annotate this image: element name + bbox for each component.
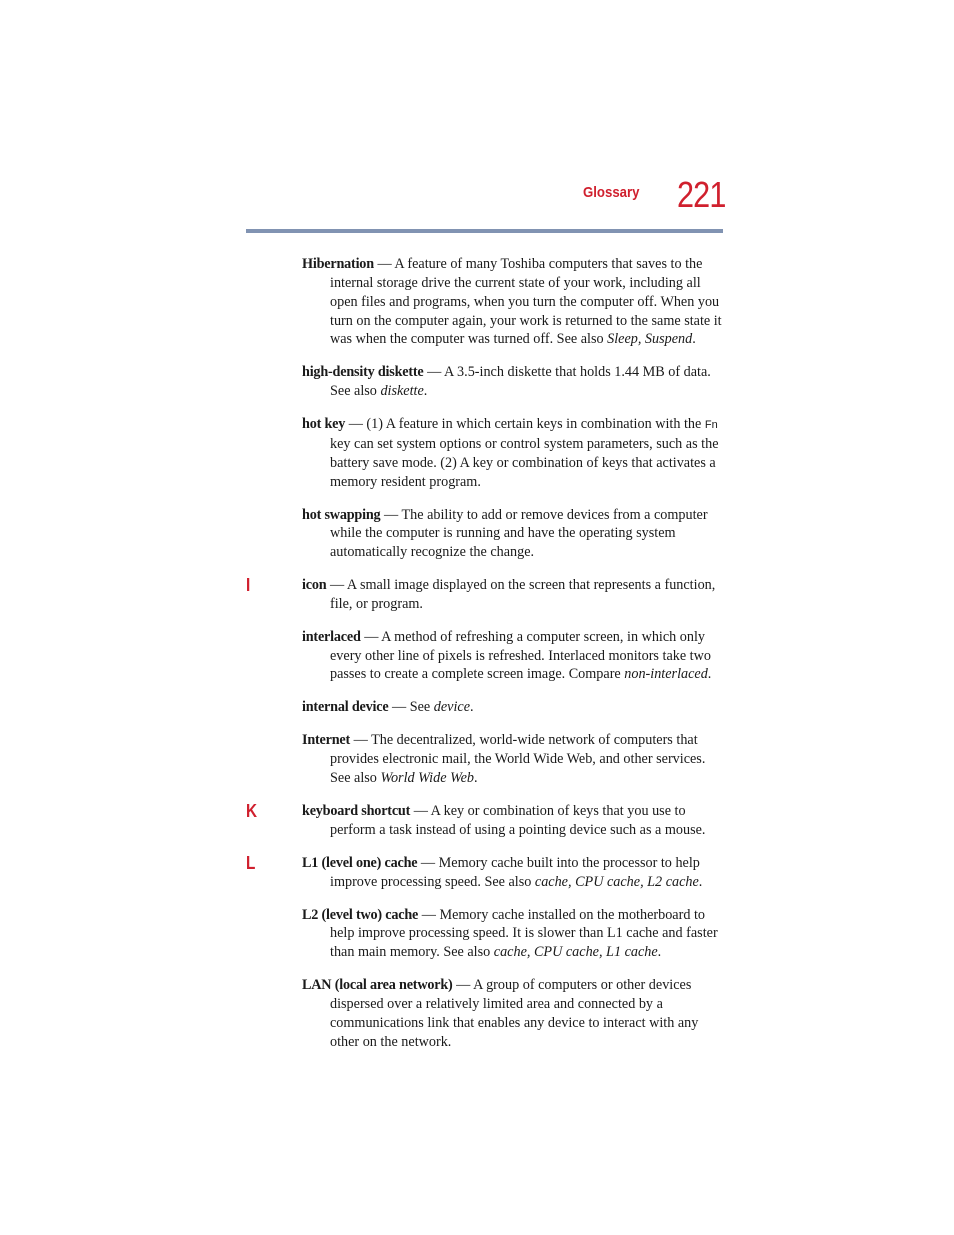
entry-cross-reference: diskette xyxy=(380,383,424,400)
entry-tail: . xyxy=(423,383,428,400)
glossary-entry-hibernation xyxy=(302,255,724,349)
entry-term: hot key xyxy=(302,416,346,433)
letter-marker-k: K xyxy=(246,801,258,822)
header-rule xyxy=(246,229,723,233)
section-title: Glossary xyxy=(583,184,640,201)
page-number: 221 xyxy=(677,174,726,215)
entry-definition: — A small image displayed on the screen that represents a function, file, or program. xyxy=(326,577,716,612)
glossary-entry-internet xyxy=(302,731,724,787)
entry-tail: . xyxy=(470,699,474,716)
entry-term: icon xyxy=(302,577,327,594)
glossary-entries xyxy=(246,241,724,1061)
entry-tail: . xyxy=(657,944,662,961)
entry-term: high-density diskette xyxy=(302,364,424,381)
entry-term: internal device xyxy=(302,699,389,716)
entry-tail: . xyxy=(473,770,478,787)
entry-definition-continued: key can set system options or control system parameters, such as the battery save mode. (2) A key or combination of keys that activates a memory resident program. xyxy=(330,435,719,490)
entry-term: interlaced xyxy=(302,628,361,645)
glossary-entry-hot-swapping xyxy=(302,506,724,562)
entry-definition: — (1) A feature in which certain keys in combination with the xyxy=(345,416,705,433)
entry-definition: — Memory cache built into the processor to help improve processing speed. See also xyxy=(330,854,700,890)
entry-cross-reference: Sleep, Suspend xyxy=(607,331,693,348)
entry-definition: — The decentralized, world-wide network of computers that provides electronic mail, the World Wide Web, and other services. See also xyxy=(330,732,706,787)
entry-tail: . xyxy=(692,331,696,348)
fn-key-label: Fn xyxy=(704,419,718,432)
entry-cross-reference: cache, CPU cache, L2 cache xyxy=(534,873,699,890)
letter-marker-l: L xyxy=(246,852,256,873)
entry-tail: . xyxy=(707,666,712,683)
glossary-entry-lan xyxy=(302,976,724,1051)
entry-tail: . xyxy=(698,873,703,890)
entry-cross-reference: cache, CPU cache, L1 cache xyxy=(493,944,658,961)
glossary-entry-icon xyxy=(246,575,724,614)
glossary-entry-interlaced xyxy=(302,628,724,684)
entry-definition: — A feature of many Toshiba computers that saves to the internal storage drive the current state of your work, including all open files and programs, when you turn the computer off. When you turn on the computer again, your work is returned to the same state it was when the computer was turned off. See also xyxy=(330,256,722,348)
glossary-entry-hot-key xyxy=(302,415,724,491)
glossary-entry-l2-cache xyxy=(302,906,724,962)
entry-term: L2 (level two) cache xyxy=(302,906,419,923)
entry-cross-reference: device xyxy=(433,699,471,716)
entry-term: L1 (level one) cache xyxy=(302,854,418,871)
entry-term: Hibernation xyxy=(302,256,374,273)
glossary-entry-high-density-diskette xyxy=(302,363,724,401)
entry-definition: — See xyxy=(388,699,434,716)
glossary-entry-internal-device xyxy=(302,698,724,717)
entry-definition: — A group of computers or other devices dispersed over a relatively limited area and connected by a communications link that enables any device to interact with any other on the network. xyxy=(330,977,699,1050)
entry-definition: — A method of refreshing a computer screen, in which only every other line of pixels is refreshed. Interlaced monitors take two passes to create a complete screen image. Compare xyxy=(330,628,711,683)
entry-definition: — A 3.5-inch diskette that holds 1.44 MB of data. See also xyxy=(330,364,711,400)
entry-term: Internet xyxy=(302,732,351,749)
entry-cross-reference: World Wide Web xyxy=(380,770,474,787)
entry-term: keyboard shortcut xyxy=(302,803,411,820)
letter-marker-i: I xyxy=(246,575,251,596)
entry-term: hot swapping xyxy=(302,506,381,523)
entry-definition: — The ability to add or remove devices from a computer while the computer is running and have the operating system automatically recognize the change. xyxy=(330,506,708,561)
glossary-entry-keyboard-shortcut xyxy=(246,801,724,840)
glossary-entry-l1-cache xyxy=(246,852,724,892)
entry-definition: — A key or combination of keys that you use to perform a task instead of using a pointing device such as a mouse. xyxy=(330,803,706,838)
entry-cross-reference: non-interlaced xyxy=(624,666,708,683)
entry-term: LAN (local area network) xyxy=(302,977,453,994)
entry-definition: — Memory cache installed on the motherboard to help improve processing speed. It is slower than L1 cache and faster than main memory. See also xyxy=(330,906,718,961)
